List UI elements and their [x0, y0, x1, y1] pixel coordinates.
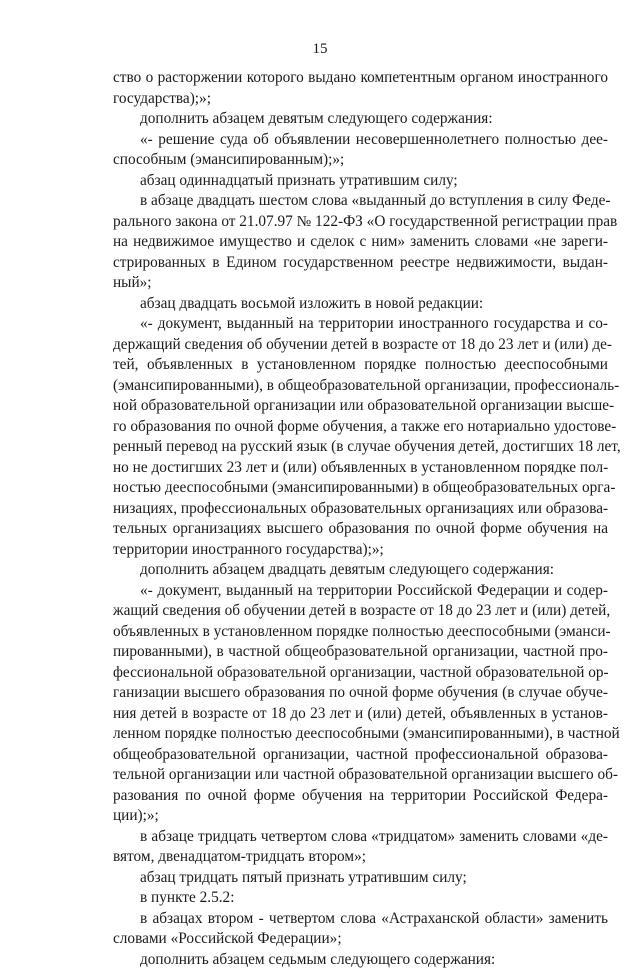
text-line: ции);»;	[113, 806, 608, 827]
text-line: объявленных в установленном порядке полностью дееспособными (эманси-	[113, 622, 608, 643]
paragraph-p7	[113, 314, 608, 560]
text-line: низациях, профессиональных образовательных организациях или образова-	[113, 499, 608, 520]
text-line: в абзаце тридцать четвертом слова «тридцатом» заменить словами «де-	[113, 827, 608, 848]
text-line: способным (эмансипированным);»;	[113, 150, 608, 171]
text-line: разования по очной форме обучения на территории Российской Федера-	[113, 786, 608, 807]
paragraph-p10	[113, 827, 608, 868]
page-number: 15	[0, 40, 640, 58]
text-line: «- документ, выданный на территории Российской Федерации и содер-	[113, 581, 608, 602]
paragraph-p12	[113, 888, 608, 909]
text-line: пированными), в частной общеобразовательной организации, частной про-	[113, 642, 608, 663]
text-line: ство о расторжении которого выдано компетентным органом иностранного	[113, 68, 608, 89]
text-line: ганизации высшего образования по очной форме обучения (в случае обуче-	[113, 683, 608, 704]
text-line: го образования по очной форме обучения, а также его нотариально удостове-	[113, 417, 608, 438]
text-line: рального закона от 21.07.97 № 122-ФЗ «О государственной регистрации прав	[113, 212, 608, 233]
text-line: абзац двадцать восьмой изложить в новой редакции:	[113, 294, 608, 315]
text-line: ленном порядке полностью дееспособными (эмансипированными), в частной	[113, 724, 608, 745]
text-line: абзац тридцать пятый признать утратившим силу;	[113, 868, 608, 889]
text-line: абзац одиннадцатый признать утратившим силу;	[113, 171, 608, 192]
text-line: тельных организациях высшего образования по очной форме обучения на	[113, 519, 608, 540]
text-line: тей, объявленных в установленном порядке полностью дееспособными	[113, 355, 608, 376]
paragraph-p9	[113, 581, 608, 827]
paragraph-p2	[113, 109, 608, 130]
document-body	[113, 68, 608, 970]
text-line: дополнить абзацем седьмым следующего содержания:	[113, 950, 608, 970]
paragraph-p4	[113, 171, 608, 192]
text-line: «- документ, выданный на территории иностранного государства и со-	[113, 314, 608, 335]
text-line: государства);»;	[113, 89, 608, 110]
text-line: в абзацах втором - четвертом слова «Астраханской области» заменить	[113, 909, 608, 930]
text-line: фессиональной образовательной организации, частной образовательной ор-	[113, 663, 608, 684]
text-line: общеобразовательной организации, частной профессиональной образова-	[113, 745, 608, 766]
text-line: территории иностранного государства);»;	[113, 540, 608, 561]
text-line: вятом, двенадцатом-тридцать втором»;	[113, 847, 608, 868]
text-line: тельной организации или частной образовательной организации высшего об-	[113, 765, 608, 786]
text-line: ренный перевод на русский язык (в случае обучения детей, достигших 18 лет,	[113, 437, 608, 458]
text-line: на недвижимое имущество и сделок с ним» заменить словами «не зареги-	[113, 232, 608, 253]
paragraph-p13	[113, 909, 608, 950]
paragraph-p3	[113, 130, 608, 171]
text-line: дополнить абзацем двадцать девятым следующего содержания:	[113, 560, 608, 581]
text-line: словами «Российской Федерации»;	[113, 929, 608, 950]
text-line: но не достигших 23 лет и (или) объявленных в установленном порядке пол-	[113, 458, 608, 479]
text-line: «- решение суда об объявлении несовершеннолетнего полностью дее-	[113, 130, 608, 151]
text-line: (эмансипированными), в общеобразовательной организации, профессиональ-	[113, 376, 608, 397]
paragraph-p5	[113, 191, 608, 294]
paragraph-p1	[113, 68, 608, 109]
text-line: ной образовательной организации или образовательной организации высше-	[113, 396, 608, 417]
paragraph-p8	[113, 560, 608, 581]
text-line: дополнить абзацем девятым следующего содержания:	[113, 109, 608, 130]
text-line: в пункте 2.5.2:	[113, 888, 608, 909]
paragraph-p14	[113, 950, 608, 970]
text-line: держащий сведения об обучении детей в возрасте от 18 до 23 лет и (или) де-	[113, 335, 608, 356]
paragraph-p6	[113, 294, 608, 315]
text-line: ностью дееспособными (эмансипированными) в общеобразовательных орга-	[113, 478, 608, 499]
text-line: ный»;	[113, 273, 608, 294]
text-line: ния детей в возрасте от 18 до 23 лет и (или) детей, объявленных в установ-	[113, 704, 608, 725]
paragraph-p11	[113, 868, 608, 889]
text-line: в абзаце двадцать шестом слова «выданный до вступления в силу Феде-	[113, 191, 608, 212]
text-line: жащий сведения об обучении детей в возрасте от 18 до 23 лет и (или) детей,	[113, 601, 608, 622]
text-line: стрированных в Едином государственном реестре недвижимости, выдан-	[113, 253, 608, 274]
